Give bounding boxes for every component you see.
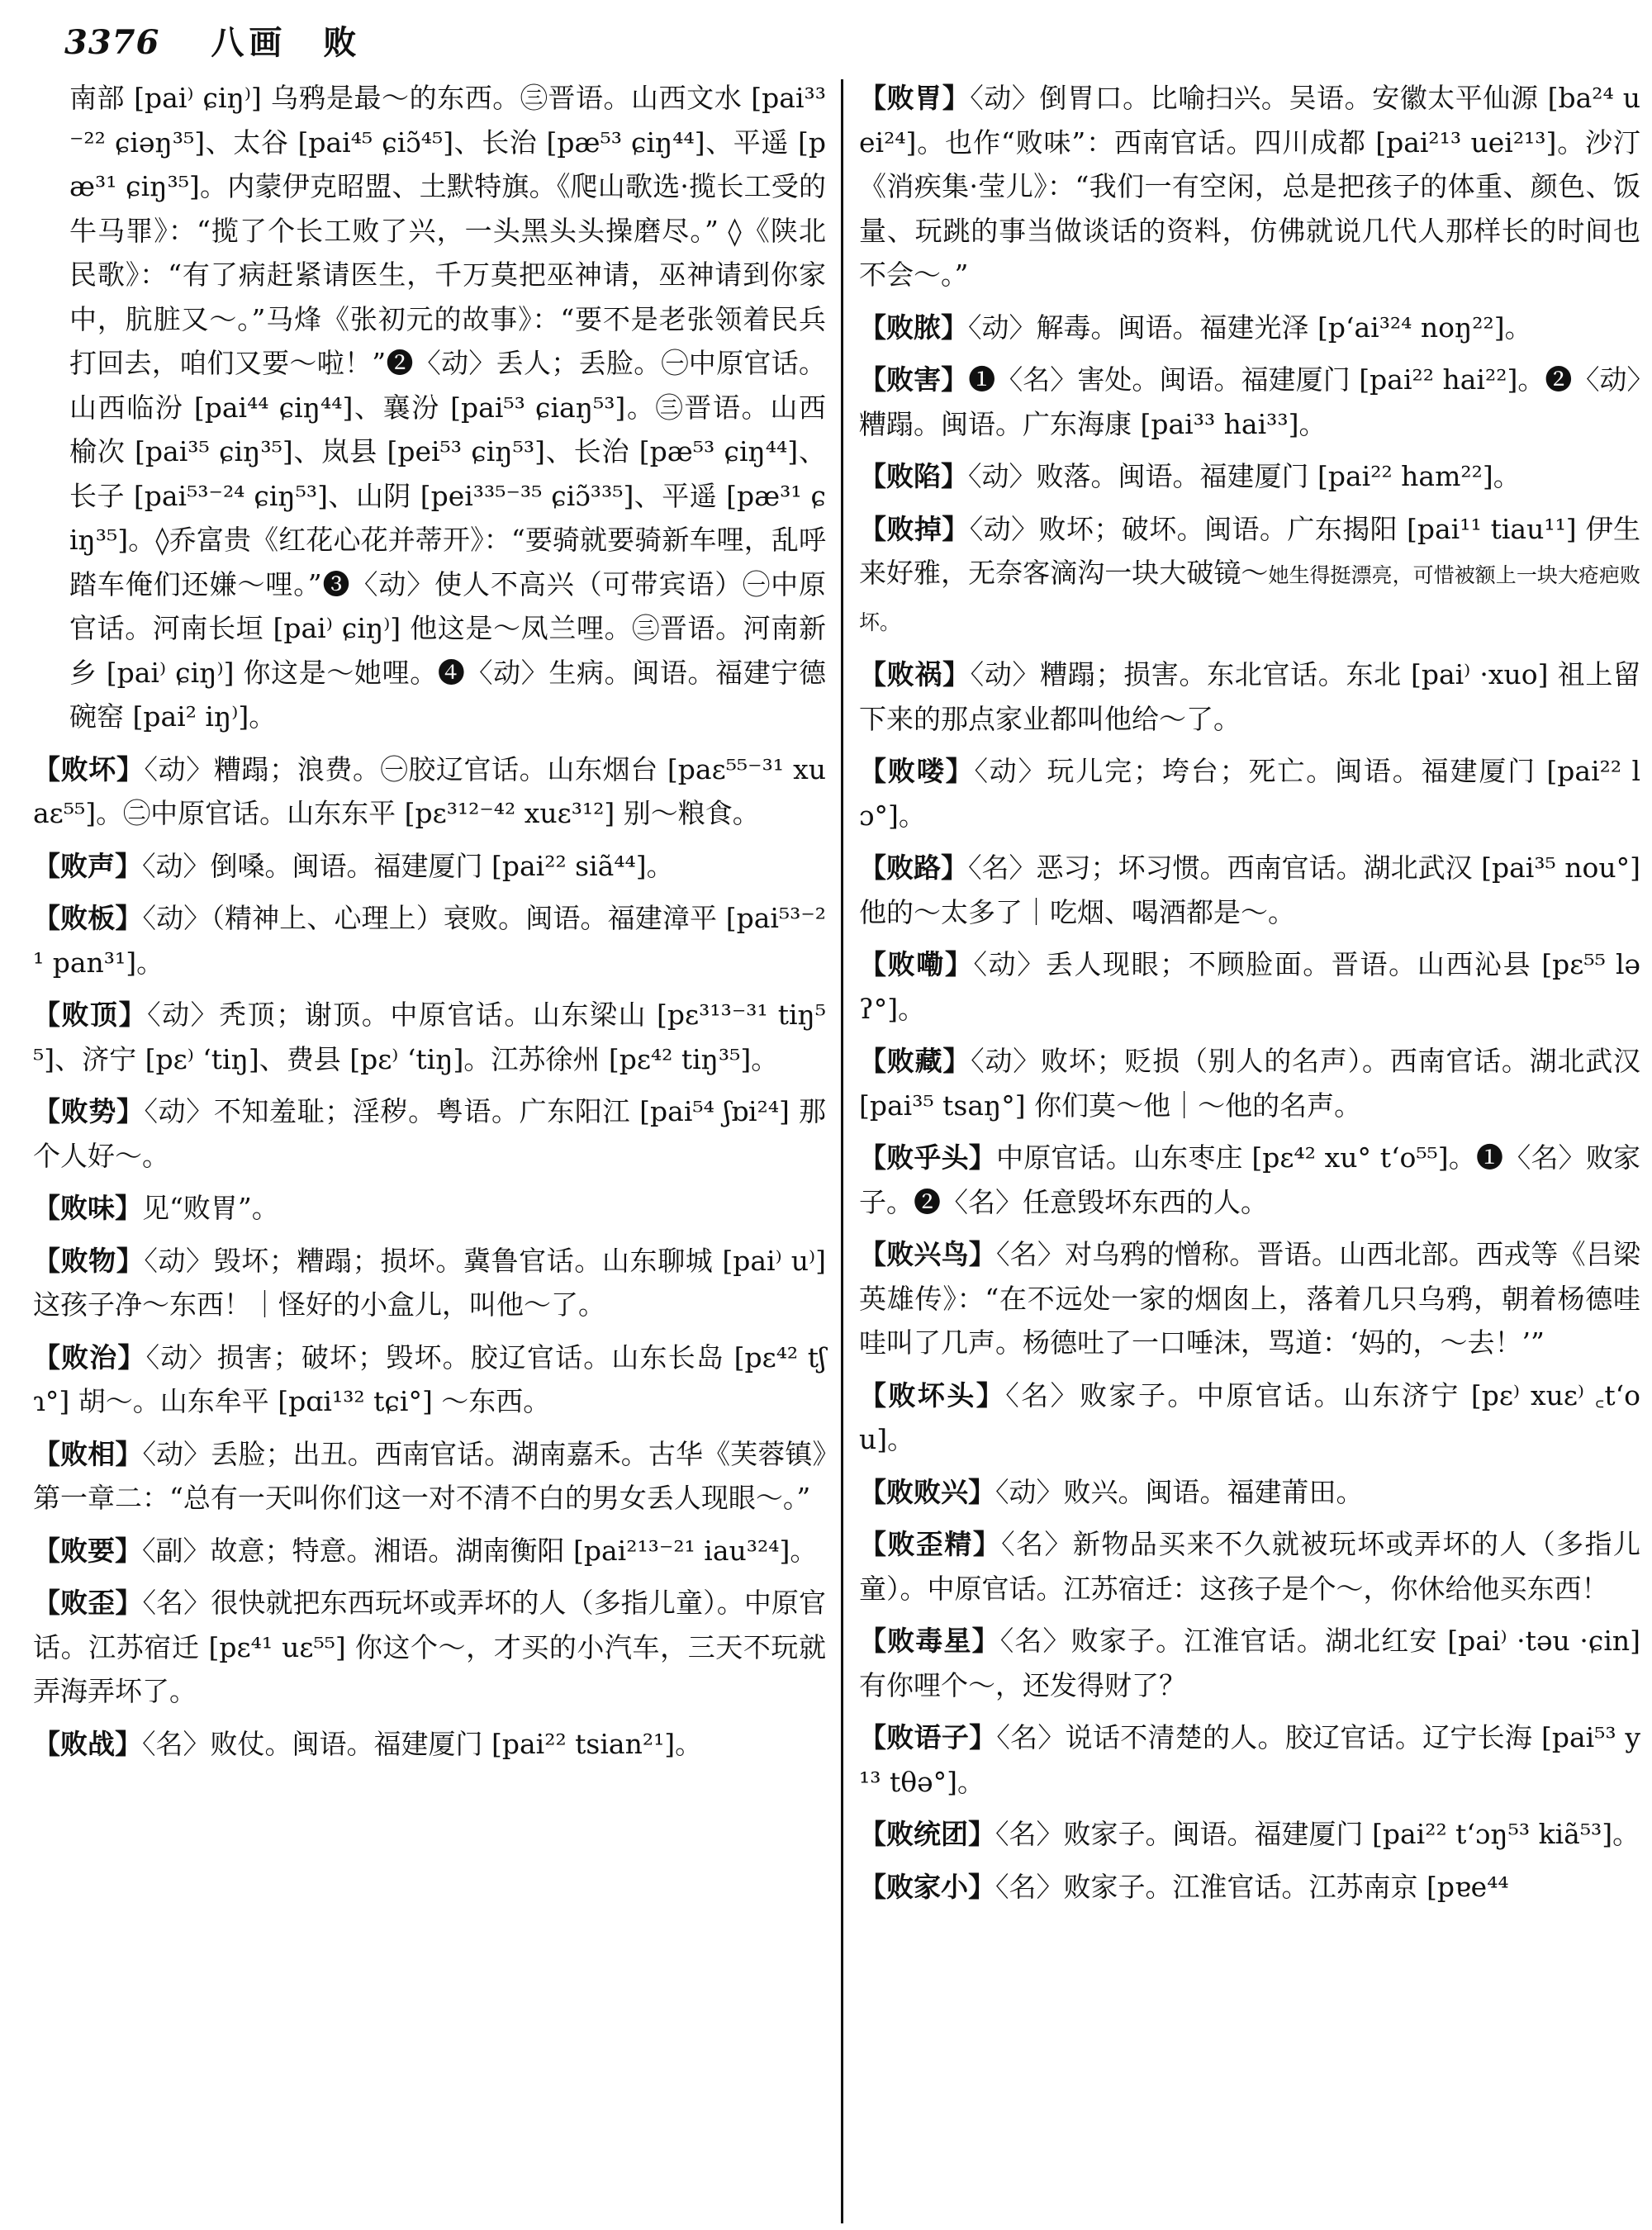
entry-headword: 【 败胃 】	[859, 82, 970, 114]
dictionary-entry	[859, 306, 1640, 350]
entry-headword: 【 败掉 】	[859, 513, 970, 545]
entry-definition: 〈动〉损害；破坏；毁坏。胶辽官话。山东长岛 [pɛ⁴² tʃɿ°] 胡～。山东牟平 [pɑi¹³² tɕi°] ～东西。	[33, 1340, 826, 1417]
entry-definition: 〈动〉解毒。闽语。福建光泽 [pʻai³²⁴ noŋ²²]。	[968, 311, 1532, 344]
dictionary-entry	[33, 1089, 826, 1178]
dictionary-entry	[33, 1722, 826, 1767]
dictionary-entry	[859, 1374, 1640, 1462]
entry-headword: 【 败败兴 】	[859, 1476, 995, 1508]
entry-definition: 〈动〉糟蹋；浪费。㊀胶辽官话。山东烟台 [paɛ⁵⁵⁻³¹ xuaɛ⁵⁵]。㊁中原官话。山东东平 [pɛ³¹²⁻⁴² xuɛ³¹²] 别～粮食。	[33, 752, 827, 829]
entry-headword: 【 败物 】	[33, 1245, 144, 1277]
dictionary-entry	[859, 1812, 1640, 1857]
entry-definition: 〈动〉败兴。闽语。福建莆田。	[995, 1475, 1364, 1508]
dictionary-entry	[859, 942, 1640, 1031]
right-column	[859, 76, 1640, 1917]
dictionary-entry	[859, 1232, 1640, 1365]
entry-definition: 〈动〉倒胃口。比喻扫兴。吴语。安徽太平仙源 [ba²⁴ uei²⁴]。也作“败味”：西南官话。四川成都 [pai²¹³ uei²¹³]。沙汀《消疾集·莹儿》：“我们一有空闲，总是把孩子的体重、颜色、饭量、玩跳的事当做谈话的资料，仿佛就说几代人那样长的时间也不会～。”	[859, 82, 1640, 291]
entry-definition: 〈名〉新物品买来不久就被玩坏或弄坏的人（多指儿童）。中原官话。江苏宿迁：这孩子是个～，你休给他买东西！	[859, 1528, 1641, 1605]
entry-headword: 【 败藏 】	[859, 1045, 971, 1077]
entry-headword: 【 败坏头 】	[859, 1379, 1005, 1412]
entry-headword: 【 败陷 】	[859, 460, 968, 492]
dictionary-entry	[859, 846, 1640, 934]
dictionary-entry	[859, 1619, 1640, 1707]
dictionary-entry	[859, 507, 1640, 645]
entry-definition: 〈动〉秃顶；谢顶。中原官话。山东梁山 [pɛ³¹³⁻³¹ tiŋ⁵⁵]、济宁 [pɛ⁾ ʻtiŋ]、费县 [pɛ⁾ ʻtiŋ]。江苏徐州 [pɛ⁴² tiŋ³⁵]。	[33, 999, 827, 1075]
entry-headword: 【 败家小 】	[859, 1871, 995, 1903]
entry-definition: 〈动〉丢人现眼；不顾脸面。晋语。山西沁县 [pɛ⁵⁵ ləʔ°]。	[859, 948, 1641, 1025]
entry-definition: 〈名〉败仗。闽语。福建厦门 [pai²² tsian²¹]。	[142, 1727, 703, 1760]
entry-definition: 〈动〉败坏；贬损（别人的名声）。西南官话。湖北武汉 [pai³⁵ tsaŋ°] 你们莫～他｜～他的名声。	[859, 1045, 1641, 1122]
section-title: 八画	[211, 23, 287, 62]
entry-translation-note: 她生得挺漂亮，可惜被额上一块大疮疤败坏。	[859, 563, 1640, 634]
dictionary-entry	[33, 1186, 826, 1231]
entry-definition: 〈名〉败家子。闽语。福建厦门 [pai²² tʻɔŋ⁵³ kiã⁵³]。	[995, 1818, 1640, 1850]
dictionary-entry	[33, 1336, 826, 1424]
entry-definition: 〈动〉倒嗓。闽语。福建厦门 [pai²² siã⁴⁴]。	[142, 849, 674, 882]
dictionary-entry	[859, 1522, 1640, 1611]
entry-headword: 【 败语子 】	[859, 1721, 996, 1753]
entry-headword: 【 败战 】	[33, 1728, 142, 1760]
entry-headword: 【 败味 】	[33, 1192, 142, 1224]
entry-headword: 【 败顶 】	[33, 999, 147, 1031]
dictionary-entry	[859, 749, 1640, 837]
entry-definition: 〈动〉丢脸；出丑。西南官话。湖南嘉禾。古华《芙蓉镇》第一章二：“总有一天叫你们这一对不清不白的男女丢人现眼～。”	[33, 1437, 827, 1514]
entry-headword: 【 败祸 】	[859, 658, 971, 690]
entry-definition: 〈名〉败家子。江淮官话。湖北红安 [pai⁾ ·təu ·ɕin] 有你哩个～，还发得财了？	[859, 1625, 1641, 1701]
entry-definition: 〈名〉败家子。江淮官话。江苏南京 [pɐe⁴⁴	[995, 1870, 1509, 1903]
left-column	[33, 76, 826, 1774]
entry-headword: 【 败统团 】	[859, 1818, 995, 1850]
entry-definition: 中原官话。山东枣庄 [pɛ⁴² xu° tʻo⁵⁵]。❶〈名〉败家子。❷〈名〉任意毁坏东西的人。	[859, 1141, 1641, 1218]
dictionary-entry	[33, 747, 826, 836]
entry-headword: 【 败势 】	[33, 1095, 144, 1127]
entry-definition: 〈名〉对乌鸦的憎称。晋语。山西北部。西戎等《吕梁英雄传》：“在不远处一家的烟囱上，落着几只乌鸦，朝着杨德哇哇叫了几声。杨德吐了一口唾沫，骂道：‘妈的，～去！’”	[859, 1238, 1641, 1359]
dictionary-entry	[33, 1529, 826, 1573]
column-divider	[841, 79, 843, 2223]
entry-definition: 〈动〉糟蹋；损害。东北官话。东北 [pai⁾ ·xuo] 祖上留下来的那点家业都叫他给～了。	[859, 658, 1641, 735]
entry-headword: 【 败毒星 】	[859, 1625, 1000, 1657]
entry-headword: 【 败要 】	[33, 1535, 142, 1567]
dictionary-entry-continued: 南部 [pai⁾ ɕiŋ⁾] 乌鸦是最～的东西。㊂晋语。山西文水 [pai³³⁻²² ɕiəŋ³⁵]、太谷 [pai⁴⁵ ɕiɔ̃⁴⁵]、长治 [pæ⁵³ ɕiŋ⁴⁴]、平遥 [pæ³¹ ɕiŋ³⁵]。内蒙伊克昭盟、土默特旗。《爬山歌选·揽长工受的牛马罪》：“揽了个长工败了兴，一头黑头头操磨尽。” ◊《陕北民歌》：“有了病赶紧请医生，千万莫把巫神请，巫神请到你家中，肮脏又～。”马烽《张初元的故事》：“要不是老张领着民兵打回去，咱们又要～啦！”❷〈动〉丢人；丢脸。㊀中原官话。山西临汾 [pai⁴⁴ ɕiŋ⁴⁴]、襄汾 [pai⁵³ ɕiaŋ⁵³]。㊂晋语。山西榆次 [pai³⁵ ɕiŋ³⁵]、岚县 [pei⁵³ ɕiŋ⁵³]、长治 [pæ⁵³ ɕiŋ⁴⁴]、长子 [pai⁵³⁻²⁴ ɕiŋ⁵³]、山阴 [pei³³⁵⁻³⁵ ɕiɔ̃³³⁵]、平遥 [pæ³¹ ɕiŋ³⁵]。◊乔富贵《红花心花并蒂开》：“要骑就要骑新车哩，乱呼踏车俺们还嫌～哩。”❸〈动〉使人不高兴（可带宾语）㊀中原官话。河南长垣 [pai⁾ ɕiŋ⁾] 他这是～凤兰哩。㊂晋语。河南新乡 [pai⁾ ɕiŋ⁾] 你这是～她哩。❹〈动〉生病。闽语。福建宁德碗窑 [pai² iŋ⁾]。	[69, 82, 826, 733]
dictionary-entry	[33, 844, 826, 889]
dictionary-entry	[33, 896, 826, 985]
entry-definition: 见“败胃”。	[142, 1192, 279, 1224]
entry-definition: 〈动〉败落。闽语。福建厦门 [pai²² ham²²]。	[968, 460, 1521, 492]
entry-headword: 【 败坏 】	[33, 753, 145, 785]
entry-headword: 【 败板 】	[33, 902, 143, 934]
entry-headword: 【 败喽 】	[859, 755, 974, 787]
entry-definition: 〈动〉玩儿完；垮台；死亡。闽语。福建厦门 [pai²² lɔ°]。	[859, 755, 1640, 832]
index-character: 败	[323, 23, 357, 62]
entry-headword: 【 败脓 】	[859, 311, 968, 344]
dictionary-entry	[859, 1865, 1640, 1910]
entry-headword: 【 败路 】	[859, 852, 968, 884]
entry-definition: 〈名〉败家子。中原官话。山东济宁 [pɛ⁾ xuɛ⁾ ꜀tʻou]。	[859, 1378, 1641, 1455]
entry-headword: 【 败歪精 】	[859, 1528, 1001, 1560]
entry-definition: 〈动〉毁坏；糟蹋；损坏。冀鲁官话。山东聊城 [pai⁾ u⁾] 这孩子净～东西！｜怪好的小盒儿，叫他～了。	[33, 1244, 827, 1321]
entry-headword: 【 败治 】	[33, 1341, 146, 1374]
dictionary-entry	[859, 652, 1640, 741]
dictionary-entry	[859, 1470, 1640, 1515]
dictionary-entry	[33, 1581, 826, 1714]
entry-headword: 【 败声 】	[33, 850, 142, 882]
entry-definition: 〈名〉恶习；坏习惯。西南官话。湖北武汉 [pai³⁵ nou°] 他的～太多了｜吃烟、喝酒都是～。	[859, 852, 1641, 928]
entry-definition: 〈名〉说话不清楚的人。胶辽官话。辽宁长海 [pai⁵³ y¹³ tθə°]。	[859, 1721, 1641, 1798]
dictionary-entry	[859, 1715, 1640, 1804]
entry-definition: 〈名〉很快就把东西玩坏或弄坏的人（多指儿童）。中原官话。江苏宿迁 [pɛ⁴¹ uɛ⁵⁵] 你这个～，才买的小汽车，三天不玩就弄海弄坏了。	[33, 1587, 827, 1707]
entry-definition: 〈副〉故意；特意。湘语。湖南衡阳 [pai²¹³⁻²¹ iau³²⁴]。	[142, 1534, 818, 1567]
entry-headword: 【 败嘞 】	[859, 948, 973, 980]
entry-headword: 【 败兴鸟 】	[859, 1238, 996, 1270]
dictionary-entry	[859, 1136, 1640, 1224]
dictionary-entry	[33, 1432, 826, 1521]
dictionary-entry	[33, 993, 826, 1081]
entry-definition: 〈动〉败坏；破坏。闽语。广东揭阳 [pai¹¹ tiau¹¹] 伊生来好雅，无奈客滴沟一块大破镜～	[859, 512, 1641, 589]
dictionary-entry	[33, 1239, 826, 1327]
dictionary-entry	[859, 76, 1640, 297]
entry-definition: ❶〈名〉害处。闽语。福建厦门 [pai²² hai²²]。❷〈动〉糟蹋。闽语。广东海康 [pai³³ hai³³]。	[859, 363, 1641, 440]
dictionary-entry	[859, 358, 1640, 446]
dictionary-entry	[859, 454, 1640, 499]
entry-headword: 【 败害 】	[859, 363, 968, 396]
entry-headword: 【 败相 】	[33, 1438, 142, 1470]
entry-headword: 【 败歪 】	[33, 1587, 142, 1619]
entry-definition: 〈动〉（精神上、心理上）衰败。闽语。福建漳平 [pai⁵³⁻²¹ pan³¹]。	[33, 902, 827, 979]
page-header	[64, 17, 356, 74]
entry-definition: 〈动〉不知羞耻；淫秽。粤语。广东阳江 [pai⁵⁴ ʃɒi²⁴] 那个人好～。	[33, 1095, 827, 1172]
entry-headword: 【 败乎头 】	[859, 1141, 996, 1174]
page-number: 3376	[64, 23, 160, 62]
dictionary-entry	[859, 1039, 1640, 1127]
